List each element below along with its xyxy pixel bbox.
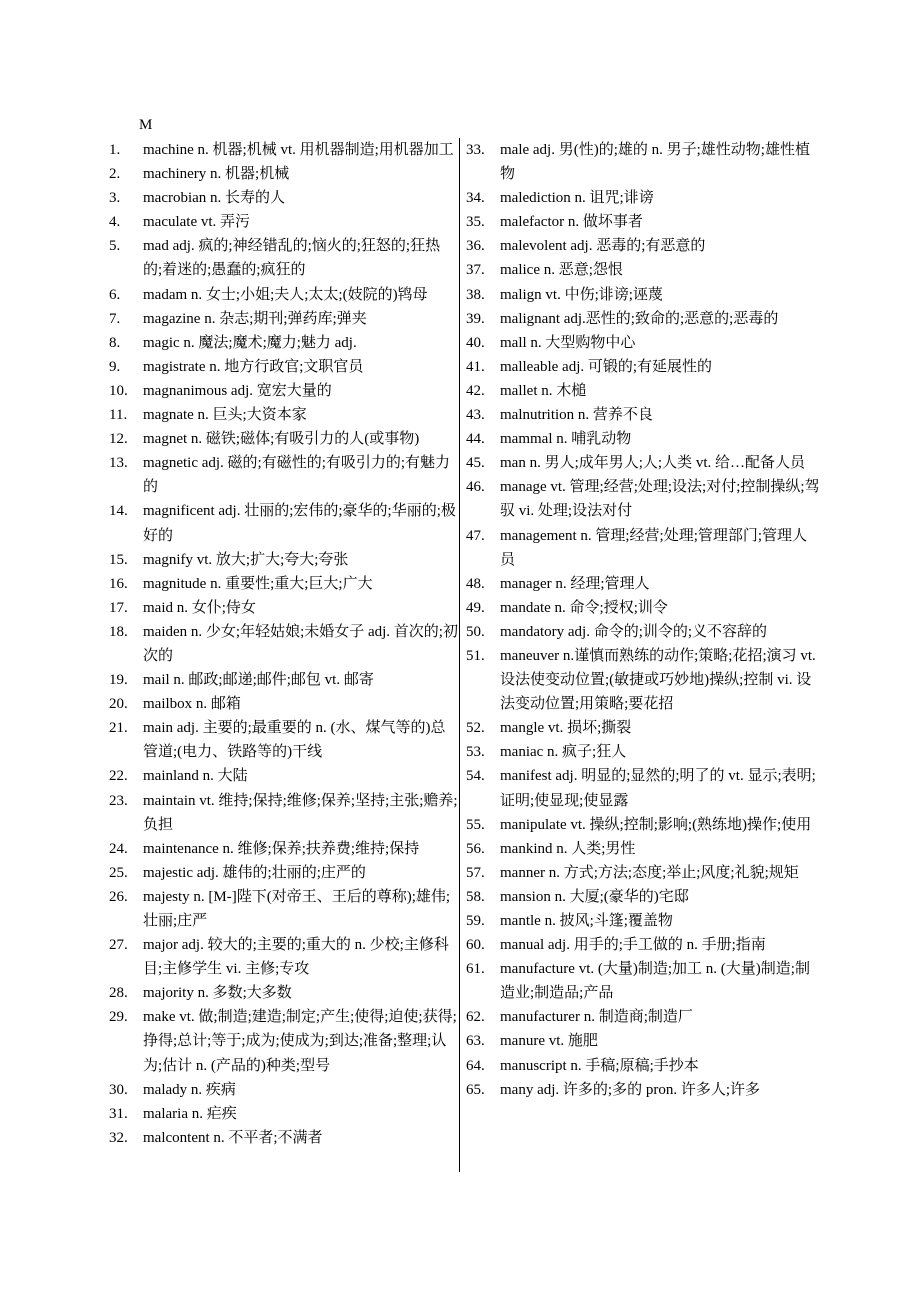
entry-definition: maiden n. 少女;年轻姑娘;未婚女子 adj. 首次的;初次的 <box>143 623 458 664</box>
entry-number: 34. <box>466 190 485 207</box>
entry-definition: maneuver n.谨慎而熟练的动作;策略;花招;演习 vt.设法使变动位置;(敏捷或巧妙地)操纵;控制 vi. 设法变动位置;用策略;要花招 <box>500 647 816 713</box>
entry-definition: management n. 管理;经营;处理;管理部门;管理人员 <box>500 527 808 568</box>
entry-number: 6. <box>109 286 121 303</box>
entry-number: 56. <box>466 840 485 857</box>
vocab-entry <box>109 210 459 234</box>
vocab-entry <box>466 283 822 307</box>
entry-number: 43. <box>466 407 485 424</box>
entry-definition: magnitude n. 重要性;重大;巨大;广大 <box>143 575 373 592</box>
entry-number: 25. <box>109 864 128 881</box>
vocab-entry <box>109 716 459 764</box>
vocab-entry <box>109 933 459 981</box>
entry-number: 44. <box>466 431 485 448</box>
entry-definition: make vt. 做;制造;建造;制定;产生;使得;迫使;获得;挣得;总计;等于;成为;使成为;到达;准备;整理;认为;估计 n. (产品的)种类;型号 <box>143 1009 457 1074</box>
right-column <box>466 138 822 1102</box>
entry-definition: maintain vt. 维持;保持;维修;保养;坚持;主张;赡养;负担 <box>143 792 458 833</box>
entry-number: 54. <box>466 768 485 785</box>
vocab-entry <box>109 138 459 162</box>
entry-number: 24. <box>109 840 128 857</box>
vocab-entry <box>109 596 459 620</box>
entry-definition: majesty n. [M-]陛下(对帝王、王后的尊称);雄伟;壮丽;庄严 <box>143 888 451 929</box>
vocab-entry <box>466 1005 822 1029</box>
entry-definition: maid n. 女仆;侍女 <box>143 599 256 616</box>
entry-definition: majestic adj. 雄伟的;壮丽的;庄严的 <box>143 864 366 881</box>
entry-number: 29. <box>109 1009 128 1026</box>
entry-number: 36. <box>466 238 485 255</box>
entry-definition: malediction n. 诅咒;诽谤 <box>500 190 654 207</box>
vocab-entry <box>466 307 822 331</box>
vocab-entry <box>109 403 459 427</box>
vocab-entry <box>466 1078 822 1102</box>
vocab-entry <box>466 475 822 523</box>
vocab-entry <box>466 210 822 234</box>
vocab-entry <box>109 548 459 572</box>
entry-definition: mansion n. 大厦;(豪华的)宅邸 <box>500 888 689 905</box>
entry-number: 21. <box>109 720 128 737</box>
entry-number: 63. <box>466 1033 485 1050</box>
vocab-entry <box>109 427 459 451</box>
entry-number: 12. <box>109 431 128 448</box>
entry-number: 53. <box>466 744 485 761</box>
entry-number: 61. <box>466 961 485 978</box>
entry-number: 31. <box>109 1105 128 1122</box>
entry-definition: mantle n. 披风;斗篷;覆盖物 <box>500 913 673 929</box>
vocab-entry <box>466 644 822 716</box>
entry-definition: mangle vt. 损坏;撕裂 <box>500 720 632 737</box>
entry-definition: manure vt. 施肥 <box>500 1033 598 1050</box>
vocab-entry <box>466 379 822 403</box>
entry-definition: mad adj. 疯的;神经错乱的;恼火的;狂怒的;狂热的;着迷的;愚蠢的;疯狂的 <box>143 238 441 279</box>
vocab-entry <box>109 572 459 596</box>
entry-number: 41. <box>466 358 485 375</box>
entry-number: 15. <box>109 551 128 568</box>
entry-definition: magazine n. 杂志;期刊;弹药库;弹夹 <box>143 310 367 327</box>
entry-definition: male adj. 男(性)的;雄的 n. 男子;雄性动物;雄性植物 <box>500 142 810 183</box>
entry-definition: mammal n. 哺乳动物 <box>500 431 632 448</box>
vocab-entry <box>466 186 822 210</box>
vocab-entry <box>466 258 822 282</box>
entry-definition: man n. 男人;成年男人;人;人类 vt. 给…配备人员 <box>500 455 805 472</box>
entry-number: 11. <box>109 407 128 424</box>
entry-number: 2. <box>109 166 121 183</box>
entry-number: 49. <box>466 599 485 616</box>
vocab-entry <box>466 596 822 620</box>
entry-definition: mankind n. 人类;男性 <box>500 840 636 857</box>
vocab-entry <box>109 764 459 788</box>
vocab-entry <box>109 668 459 692</box>
vocab-entry <box>466 355 822 379</box>
vocab-entry <box>466 813 822 837</box>
entry-definition: magic n. 魔法;魔术;魔力;魅力 adj. <box>143 334 357 351</box>
entry-definition: macrobian n. 长寿的人 <box>143 190 286 207</box>
entry-definition: mainland n. 大陆 <box>143 768 248 785</box>
entry-number: 55. <box>466 816 485 833</box>
entry-definition: manage vt. 管理;经营;处理;设法;对付;控制操纵;驾驭 vi. 处理;设法对付 <box>500 479 820 520</box>
entry-number: 4. <box>109 214 121 231</box>
entry-number: 5. <box>109 238 121 255</box>
entry-number: 46. <box>466 479 485 496</box>
entry-definition: machinery n. 机器;机械 <box>143 166 290 183</box>
vocab-entry <box>466 524 822 572</box>
entry-number: 35. <box>466 214 485 231</box>
entry-definition: manufacture vt. (大量)制造;加工 n. (大量)制造;制造业;制造品;产品 <box>500 961 810 1002</box>
entry-definition: manager n. 经理;管理人 <box>500 575 650 592</box>
entry-definition: magnanimous adj. 宽宏大量的 <box>143 382 332 399</box>
entry-number: 10. <box>109 382 128 399</box>
entry-definition: malice n. 恶意;怨恨 <box>500 262 623 279</box>
vocab-entry <box>466 861 822 885</box>
entry-definition: magnet n. 磁铁;磁体;有吸引力的人(或事物) <box>143 431 420 448</box>
entry-definition: malleable adj. 可锻的;有延展性的 <box>500 358 713 375</box>
entry-definition: maculate vt. 弄污 <box>143 214 251 231</box>
entry-number: 45. <box>466 455 485 472</box>
entry-definition: magnate n. 巨头;大资本家 <box>143 407 307 424</box>
entry-definition: manner n. 方式;方法;态度;举止;风度;礼貌;规矩 <box>500 864 799 881</box>
entry-number: 14. <box>109 503 128 520</box>
entry-definition: manual adj. 用手的;手工做的 n. 手册;指南 <box>500 937 766 954</box>
entry-definition: magnetic adj. 磁的;有磁性的;有吸引力的;有魅力的 <box>143 455 451 496</box>
entry-number: 13. <box>109 455 128 472</box>
left-column <box>109 138 459 1150</box>
vocab-entry <box>109 981 459 1005</box>
entry-number: 7. <box>109 310 121 327</box>
entry-definition: magnify vt. 放大;扩大;夸大;夸张 <box>143 551 349 568</box>
entry-definition: mandate n. 命令;授权;训令 <box>500 599 668 616</box>
entry-definition: many adj. 许多的;多的 pron. 许多人;许多 <box>500 1081 760 1098</box>
entry-number: 23. <box>109 792 128 809</box>
entry-number: 38. <box>466 286 485 303</box>
entry-number: 30. <box>109 1081 128 1098</box>
vocab-entry <box>109 1126 459 1150</box>
entry-definition: malaria n. 疟疾 <box>143 1105 237 1122</box>
entry-number: 20. <box>109 696 128 713</box>
vocab-entry <box>466 716 822 740</box>
entry-number: 1. <box>109 142 121 158</box>
vocab-entry <box>466 933 822 957</box>
vocab-entry <box>466 427 822 451</box>
entry-definition: malcontent n. 不平者;不满者 <box>143 1129 323 1146</box>
vocab-entry <box>109 837 459 861</box>
vocab-entry <box>466 764 822 812</box>
entry-definition: malnutrition n. 营养不良 <box>500 407 653 424</box>
vocab-entry <box>466 234 822 258</box>
entry-definition: manipulate vt. 操纵;控制;影响;(熟练地)操作;使用 <box>500 816 812 833</box>
entry-definition: mall n. 大型购物中心 <box>500 334 636 351</box>
entry-number: 19. <box>109 672 128 689</box>
entry-definition: malign vt. 中伤;诽谤;诬蔑 <box>500 286 663 303</box>
entry-number: 3. <box>109 190 121 207</box>
entry-definition: malefactor n. 做坏事者 <box>500 214 643 231</box>
entry-definition: manifest adj. 明显的;显然的;明了的 vt. 显示;表明;证明;使显现;使显露 <box>500 768 816 809</box>
entry-number: 16. <box>109 575 128 592</box>
vocab-entry <box>109 885 459 933</box>
entry-number: 32. <box>109 1129 128 1146</box>
entry-definition: manuscript n. 手稿;原稿;手抄本 <box>500 1057 699 1074</box>
entry-number: 64. <box>466 1057 485 1074</box>
vocab-entry <box>109 620 459 668</box>
vocab-entry <box>109 1078 459 1102</box>
vocab-entry <box>109 283 459 307</box>
entry-number: 18. <box>109 623 128 640</box>
vocab-entry <box>109 1102 459 1126</box>
section-letter: M <box>139 117 153 133</box>
entry-definition: maniac n. 疯子;狂人 <box>500 744 627 761</box>
vocab-entry <box>109 355 459 379</box>
vocab-entry <box>109 861 459 885</box>
vocab-entry <box>109 186 459 210</box>
entry-definition: madam n. 女士;小姐;夫人;太太;(妓院的)鸨母 <box>143 286 428 303</box>
entry-definition: manufacturer n. 制造商;制造厂 <box>500 1009 693 1026</box>
entry-definition: magistrate n. 地方行政官;文职官员 <box>143 358 364 375</box>
entry-number: 28. <box>109 985 128 1002</box>
vocab-entry <box>466 885 822 909</box>
entry-definition: mailbox n. 邮箱 <box>143 696 241 713</box>
entry-number: 27. <box>109 937 128 954</box>
vocab-entry <box>466 451 822 475</box>
vocab-entry <box>109 1005 459 1077</box>
vocab-entry <box>466 837 822 861</box>
vocab-entry <box>466 331 822 355</box>
vocab-entry <box>466 740 822 764</box>
entry-definition: malignant adj.恶性的;致命的;恶意的;恶毒的 <box>500 310 779 327</box>
entry-number: 9. <box>109 358 121 375</box>
entry-definition: maintenance n. 维修;保养;扶养费;维持;保持 <box>143 840 420 857</box>
entry-number: 33. <box>466 142 485 158</box>
vocab-entry <box>109 499 459 547</box>
vocab-entry <box>109 162 459 186</box>
vocab-entry <box>109 331 459 355</box>
entry-definition: majority n. 多数;大多数 <box>143 985 292 1002</box>
vocab-entry <box>466 138 822 186</box>
entry-definition: mandatory adj. 命令的;训令的;义不容辞的 <box>500 623 768 640</box>
column-divider <box>459 138 460 1172</box>
entry-definition: mail n. 邮政;邮递;邮件;邮包 vt. 邮寄 <box>143 672 374 689</box>
entry-number: 8. <box>109 334 121 351</box>
vocab-entry <box>466 1029 822 1053</box>
vocab-entry <box>466 620 822 644</box>
vocab-entry <box>466 1054 822 1078</box>
entry-number: 26. <box>109 888 128 905</box>
entry-number: 17. <box>109 599 128 616</box>
entry-number: 42. <box>466 382 485 399</box>
vocab-entry <box>466 572 822 596</box>
entry-definition: magnificent adj. 壮丽的;宏伟的;豪华的;华丽的;极好的 <box>143 503 456 544</box>
entry-number: 62. <box>466 1009 485 1026</box>
entry-definition: major adj. 较大的;主要的;重大的 n. 少校;主修科目;主修学生 vi. 主修;专攻 <box>143 937 449 978</box>
entry-definition: main adj. 主要的;最重要的 n. (水、煤气等的)总管道;(电力、铁路等的)干线 <box>143 720 446 761</box>
entry-number: 22. <box>109 768 128 785</box>
entry-number: 51. <box>466 647 485 664</box>
entry-number: 47. <box>466 527 485 544</box>
entry-number: 65. <box>466 1081 485 1098</box>
entry-number: 50. <box>466 623 485 640</box>
entry-definition: malady n. 疾病 <box>143 1081 236 1098</box>
entry-number: 60. <box>466 937 485 954</box>
entry-number: 48. <box>466 575 485 592</box>
entry-number: 57. <box>466 864 485 881</box>
entry-number: 58. <box>466 888 485 905</box>
vocab-entry <box>466 909 822 933</box>
entry-definition: mallet n. 木槌 <box>500 382 587 399</box>
vocab-entry <box>109 789 459 837</box>
entry-number: 39. <box>466 310 485 327</box>
vocab-entry <box>466 403 822 427</box>
vocab-entry <box>109 379 459 403</box>
vocab-entry <box>109 692 459 716</box>
vocab-entry <box>466 957 822 1005</box>
entry-definition: malevolent adj. 恶毒的;有恶意的 <box>500 238 706 255</box>
vocab-entry <box>109 234 459 282</box>
entry-number: 37. <box>466 262 485 279</box>
vocab-entry <box>109 451 459 499</box>
entry-definition: machine n. 机器;机械 vt. 用机器制造;用机器加工 <box>143 142 454 158</box>
entry-number: 59. <box>466 913 485 929</box>
entry-number: 52. <box>466 720 485 737</box>
entry-number: 40. <box>466 334 485 351</box>
vocab-entry <box>109 307 459 331</box>
